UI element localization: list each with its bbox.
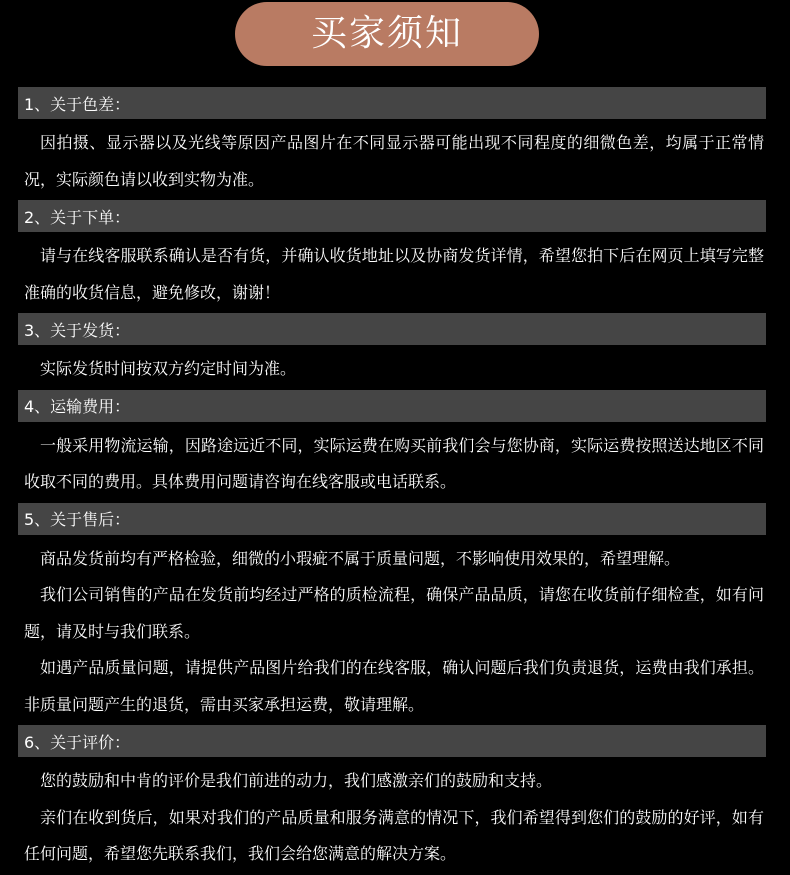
section-paragraph: 一般采用物流运输，因路途远近不同，实际运费在购买前我们会与您协商，实际运费按照送达地区不同收取不同的费用。具体费用问题请咨询在线客服或电话联系。 <box>24 435 764 491</box>
section-paragraph: 实际发货时间按双方约定时间为准。 <box>40 359 297 378</box>
section-heading: 2、关于下单： <box>18 200 766 232</box>
section-after-sales <box>18 503 766 724</box>
section-paragraph: 亲们在收到货后，如果对我们的产品质量和服务满意的情况下，我们希望得到您们的鼓励的好评，如有任何问题，希望您先联系我们，我们会给您满意的解决方案。 <box>24 807 764 863</box>
section-shipping <box>18 313 766 388</box>
page-title: 买家须知 <box>310 13 463 54</box>
section-paragraph: 如遇产品质量问题，请提供产品图片给我们的在线客服，确认问题后我们负责退货，运费由我们承担。非质量问题产生的退货，需由买家承担运费，敬请理解。 <box>24 658 764 714</box>
section-ordering <box>18 200 766 311</box>
section-shipping-cost <box>18 390 766 501</box>
section-heading: 4、运输费用： <box>18 390 766 422</box>
section-reviews <box>18 725 766 873</box>
section-heading: 6、关于评价： <box>18 725 766 757</box>
notice-content <box>18 87 766 875</box>
section-paragraph: 您的鼓励和中肯的评价是我们前进的动力，我们感激亲们的鼓励和支持。 <box>40 771 553 790</box>
section-heading: 1、关于色差： <box>18 87 766 119</box>
section-paragraph: 因拍摄、显示器以及光线等原因产品图片在不同显示器可能出现不同程度的细微色差，均属于正常情况，实际颜色请以收到实物为准。 <box>24 133 764 189</box>
title-banner <box>235 2 539 66</box>
section-heading: 5、关于售后： <box>18 503 766 535</box>
section-heading: 3、关于发货： <box>18 313 766 345</box>
section-color-difference <box>18 87 766 198</box>
section-paragraph: 请与在线客服联系确认是否有货，并确认收货地址以及协商发货详情，希望您拍下后在网页上填写完整准确的收货信息，避免修改，谢谢！ <box>24 246 764 302</box>
section-paragraph: 我们公司销售的产品在发货前均经过严格的质检流程，确保产品品质，请您在收货前仔细检查，如有问题，请及时与我们联系。 <box>24 585 764 641</box>
section-paragraph: 商品发货前均有严格检验，细微的小瑕疵不属于质量问题，不影响使用效果的，希望理解。 <box>40 548 681 568</box>
